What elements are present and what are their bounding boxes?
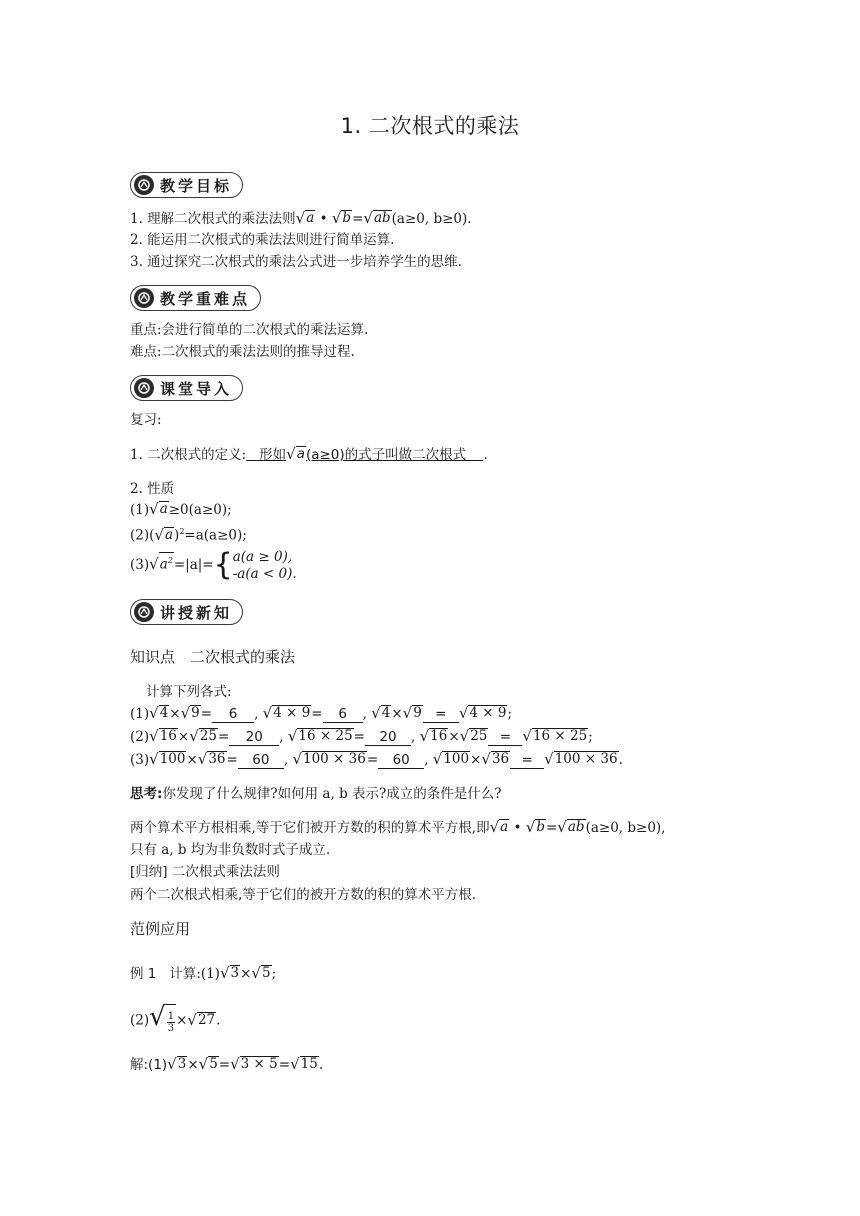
review-label: 复习: [130, 412, 162, 428]
section-badge-keypoints [130, 285, 261, 311]
explain-line-1: 两个算术平方根相乘,等于它们被开方数的积的算术平方根,即 √ a • √ b = √ ab (a≥0, b≥0), [130, 818, 666, 836]
example-1-part-2: (2) √ $\frac{1}{3}$ × √ 27 . [130, 1004, 220, 1038]
example-1: 例 1 计算:(1) √ 3 × √ 5 ; [130, 964, 277, 982]
knowledge-heading: 知识点 二次根式的乘法 [130, 648, 296, 666]
badge-icon [134, 288, 154, 308]
sqrt-a: √ a [295, 209, 315, 227]
property-3: (3) √ $a^2$ =|a|={ a(a ≥ 0), -a(a < 0). [130, 547, 297, 583]
examples-heading: 范例应用 [130, 920, 191, 938]
goal-3: 3. 通过探究二次根式的乘法公式进一步培养学生的思维. [130, 254, 462, 270]
section-title-keypoints: 教学重难点 [160, 289, 251, 308]
definition-answer: 形如 √ a (a≥0)的式子叫做二次根式 [259, 445, 467, 463]
section-title-teach: 讲授新知 [160, 603, 233, 622]
section-badge-intro [130, 375, 243, 401]
exercise-row-2: (2) √ 16 × √ 25 = 20 , √ 16 × 25 = 20 , √ 16 × √ 25 = √ 16 × 25 ; [130, 727, 593, 745]
think-line: 思考:你发现了什么规律?如何用 a, b 表示?成立的条件是什么? [130, 786, 502, 802]
property-2: (2)( √ a )$^2$=a(a≥0); [130, 525, 247, 544]
section-badge-teach [130, 599, 243, 625]
goal-1: 1. 理解二次根式的乘法法则 √ a • √ b = √ ab (a≥0, b≥0). [130, 209, 472, 227]
compute-prompt: 计算下列各式: [146, 684, 232, 700]
hard-point: 难点:二次根式的乘法法则的推导过程. [130, 344, 355, 360]
page-title: 1. 二次根式的乘法 [340, 114, 520, 138]
solution-1: 解:(1) √ 3 × √ 5 = √ 3 × 5 = √ 15 . [130, 1055, 324, 1073]
definition-line: 1. 二次根式的定义: 形如 √ a (a≥0)的式子叫做二次根式 . [130, 445, 488, 463]
properties-label: 2. 性质 [130, 481, 175, 497]
explain-line-2: 只有 a, b 均为非负数时式子成立. [130, 842, 331, 858]
key-point: 重点:会进行简单的二次根式的乘法运算. [130, 322, 369, 338]
summary-rule: 两个二次根式相乘,等于它们的被开方数的积的算术平方根. [130, 887, 477, 903]
goal-2: 2. 能运用二次根式的乘法法则进行简单运算. [130, 232, 395, 248]
section-title-goals: 教学目标 [160, 176, 233, 195]
exercise-row-3: (3) √ 100 × √ 36 = 60 , √ 100 × 36 = 60 , √ 100 × √ 36 = √ 100 × 36 . [130, 750, 623, 768]
property-1: (1) √ a ≥0(a≥0); [130, 500, 232, 518]
badge-icon [134, 378, 154, 398]
section-badge-goals [130, 172, 243, 198]
badge-icon [134, 602, 154, 622]
section-title-intro: 课堂导入 [160, 379, 233, 398]
badge-icon [134, 175, 154, 195]
exercise-row-1: (1) √ 4 × √ 9 = 6 , √ 4 × 9 = 6 , √ 4 × √ 9 = √ 4 × 9 ; [130, 704, 513, 722]
summary-heading: [归纳] 二次根式乘法法则 [130, 864, 280, 880]
